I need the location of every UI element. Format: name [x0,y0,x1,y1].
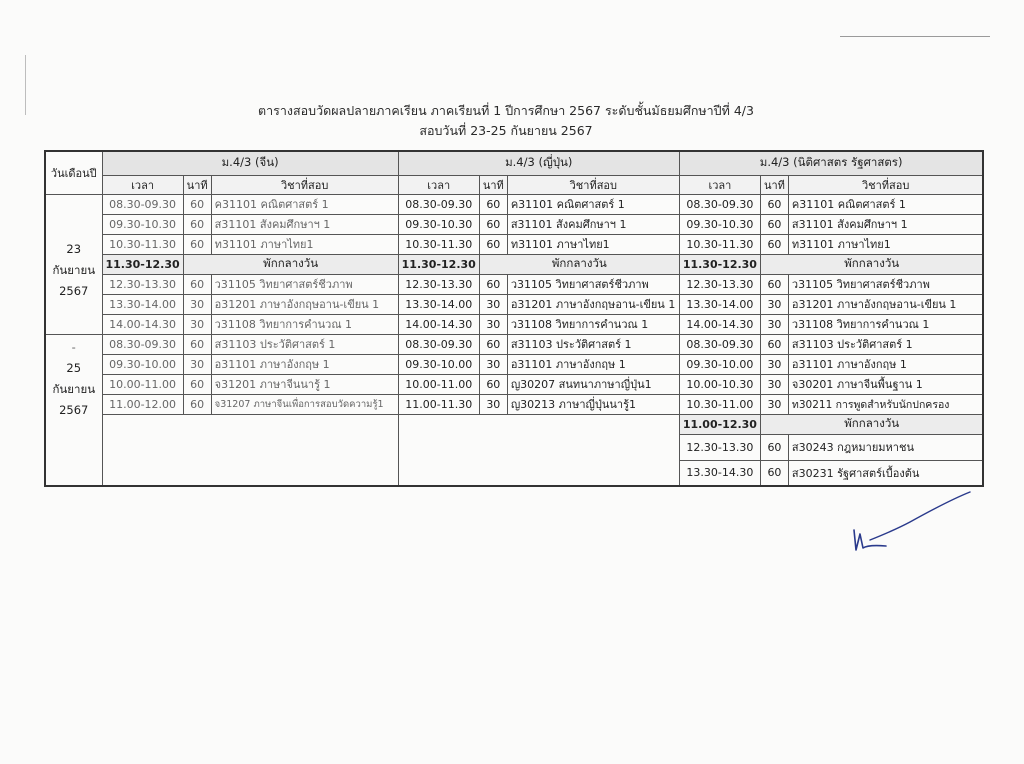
exam-minutes: 30 [479,394,507,414]
table-row [45,394,983,414]
table-row [45,234,983,254]
day-number: 23 [66,241,82,256]
col-header-minutes: นาที [479,175,507,194]
exam-subject: ว31108 วิทยาการคำนวณ 1 [211,314,398,334]
empty-cell [398,414,679,486]
exam-time: 08.30-09.30 [398,194,479,214]
table-row [45,214,983,234]
exam-minutes: 60 [760,274,788,294]
day-month: กันยายน [52,262,96,277]
exam-subject: ท31101 ภาษาไทย1 [507,234,679,254]
exam-time: 09.30-10.00 [102,354,183,374]
exam-subject: ค31101 คณิตศาสตร์ 1 [507,194,679,214]
col-header-time: เวลา [398,175,479,194]
break-label: พักกลางวัน [479,254,679,274]
day-cell-23 [45,194,102,334]
exam-minutes: 60 [760,194,788,214]
exam-time: 13.30-14.30 [679,460,760,486]
col-header-time: เวลา [679,175,760,194]
exam-minutes: 30 [479,354,507,374]
exam-minutes: 30 [760,354,788,374]
exam-time: 12.30-13.30 [398,274,479,294]
exam-time: 12.30-13.30 [679,434,760,460]
exam-subject: ว31108 วิทยาการคำนวณ 1 [788,314,983,334]
exam-time: 13.30-14.00 [398,294,479,314]
exam-time: 09.30-10.00 [679,354,760,374]
exam-time: 08.30-09.30 [679,194,760,214]
day-number: 25 [66,360,82,375]
col-header-subject: วิชาที่สอบ [507,175,679,194]
exam-subject: ว31108 วิทยาการคำนวณ 1 [507,314,679,334]
exam-minutes: 60 [183,394,211,414]
table-row [45,274,983,294]
col-header-subject: วิชาที่สอบ [788,175,983,194]
empty-cell [102,414,398,486]
exam-time: 14.00-14.30 [398,314,479,334]
exam-subject: ส31101 สังคมศึกษาฯ 1 [211,214,398,234]
exam-minutes: 60 [479,274,507,294]
exam-time: 08.30-09.30 [102,334,183,354]
group-header-japanese: ม.4/3 (ญี่ปุ่น) [398,151,679,175]
exam-time: 11.00-12.00 [102,394,183,414]
exam-subject: อ31101 ภาษาอังกฤษ 1 [788,354,983,374]
break-time: 11.30-12.30 [102,254,183,274]
exam-subject: ส30231 รัฐศาสตร์เบื้องต้น [788,460,983,486]
table-row [45,294,983,314]
exam-minutes: 60 [183,214,211,234]
exam-subject: ท31101 ภาษาไทย1 [788,234,983,254]
exam-minutes: 60 [479,334,507,354]
group-header-chinese: ม.4/3 (จีน) [102,151,398,175]
exam-time: 10.00-11.00 [398,374,479,394]
break-time: 11.30-12.30 [679,254,760,274]
scan-edge-line [840,36,990,37]
exam-minutes: 30 [183,294,211,314]
exam-time: 10.30-11.30 [398,234,479,254]
exam-time: 09.30-10.30 [102,214,183,234]
exam-time: 10.00-11.00 [102,374,183,394]
exam-minutes: 30 [760,314,788,334]
exam-subject: ว31105 วิทยาศาสตร์ชีวภาพ [211,274,398,294]
table-row [45,354,983,374]
table-row [45,374,983,394]
exam-minutes: 30 [760,394,788,414]
exam-time: 12.30-13.30 [102,274,183,294]
exam-time: 08.30-09.30 [102,194,183,214]
exam-minutes: 30 [479,294,507,314]
break-label: พักกลางวัน [760,254,983,274]
exam-minutes: 60 [479,374,507,394]
day-year: 2567 [59,402,89,417]
exam-time: 08.30-09.30 [679,334,760,354]
exam-time: 10.30-11.30 [679,234,760,254]
exam-subject: อ31101 ภาษาอังกฤษ 1 [211,354,398,374]
exam-minutes: 60 [760,434,788,460]
exam-schedule-table [44,150,984,487]
exam-time: 09.30-10.00 [398,354,479,374]
exam-subject: จ30201 ภาษาจีนพื้นฐาน 1 [788,374,983,394]
exam-subject: ญ30213 ภาษาญี่ปุ่นนารู้1 [507,394,679,414]
exam-subject: ว31105 วิทยาศาสตร์ชีวภาพ [507,274,679,294]
group-header-law: ม.4/3 (นิติศาสตร รัฐศาสตร) [679,151,983,175]
day-year: 2567 [59,283,89,298]
break-time: 11.00-12.30 [679,414,760,434]
col-header-minutes: นาที [183,175,211,194]
table-row [45,314,983,334]
table-row [45,194,983,214]
exam-time: 10.00-10.30 [679,374,760,394]
col-header-subject: วิชาที่สอบ [211,175,398,194]
col-header-minutes: นาที [760,175,788,194]
exam-subject: ท30211 การพูดสำหรับนักปกครอง [788,394,983,414]
exam-minutes: 60 [479,194,507,214]
exam-minutes: 60 [760,334,788,354]
lunch-break-row [45,414,983,434]
break-time: 11.30-12.30 [398,254,479,274]
exam-minutes: 60 [479,214,507,234]
exam-time: 09.30-10.30 [398,214,479,234]
exam-time: 12.30-13.30 [679,274,760,294]
exam-time: 10.30-11.30 [102,234,183,254]
exam-time: 09.30-10.30 [679,214,760,234]
table-row [45,334,983,354]
exam-minutes: 60 [760,460,788,486]
exam-minutes: 60 [183,234,211,254]
day-month: กันยายน [52,381,96,396]
lunch-break-row [45,254,983,274]
day-cell-25 [45,334,102,486]
exam-subject: ท31101 ภาษาไทย1 [211,234,398,254]
exam-minutes: 60 [183,274,211,294]
exam-subject: ว31105 วิทยาศาสตร์ชีวภาพ [788,274,983,294]
exam-minutes: 60 [183,194,211,214]
exam-minutes: 30 [760,374,788,394]
exam-time: 10.30-11.00 [679,394,760,414]
exam-subject: ญ30207 สนทนาภาษาญี่ปุ่น1 [507,374,679,394]
exam-subject: อ31201 ภาษาอังกฤษอาน-เขียน 1 [507,294,679,314]
exam-minutes: 30 [760,294,788,314]
exam-minutes: 30 [183,354,211,374]
exam-subject: จ31201 ภาษาจีนนารู้ 1 [211,374,398,394]
break-label: พักกลางวัน [183,254,398,274]
exam-time: 13.30-14.00 [102,294,183,314]
exam-time: 11.00-11.30 [398,394,479,414]
document-title: ตารางสอบวัดผลปลายภาคเรียน ภาคเรียนที่ 1 ปีการศึกษา 2567 ระดับชั้นมัธยมศึกษาปีที่ 4/3 [258,103,754,118]
exam-minutes: 60 [183,374,211,394]
exam-subject: จ31207 ภาษาจีนเพื่อการสอบวัดความรู้1 [211,394,398,414]
signature-mark [840,488,980,558]
exam-subject: ส31103 ประวัติศาสตร์ 1 [788,334,983,354]
day-dash: - [71,339,76,354]
exam-time: 13.30-14.00 [679,294,760,314]
exam-minutes: 60 [760,214,788,234]
date-column-header: วันเดือนปี [45,151,102,194]
exam-minutes: 30 [479,314,507,334]
document-subtitle: สอบวันที่ 23-25 กันยายน 2567 [419,123,593,138]
exam-time: 14.00-14.30 [102,314,183,334]
exam-time: 08.30-09.30 [398,334,479,354]
exam-subject: ส31103 ประวัติศาสตร์ 1 [211,334,398,354]
exam-subject: อ31201 ภาษาอังกฤษอาน-เขียน 1 [788,294,983,314]
exam-time: 14.00-14.30 [679,314,760,334]
exam-subject: ส31101 สังคมศึกษาฯ 1 [507,214,679,234]
exam-subject: ส31103 ประวัติศาสตร์ 1 [507,334,679,354]
exam-subject: ส30243 กฎหมายมหาชน [788,434,983,460]
exam-minutes: 30 [183,314,211,334]
exam-minutes: 60 [183,334,211,354]
exam-subject: อ31201 ภาษาอังกฤษอาน-เขียน 1 [211,294,398,314]
exam-subject: ค31101 คณิตศาสตร์ 1 [211,194,398,214]
break-label: พักกลางวัน [760,414,983,434]
exam-minutes: 60 [479,234,507,254]
exam-subject: ส31101 สังคมศึกษาฯ 1 [788,214,983,234]
exam-minutes: 60 [760,234,788,254]
exam-subject: ค31101 คณิตศาสตร์ 1 [788,194,983,214]
exam-subject: อ31101 ภาษาอังกฤษ 1 [507,354,679,374]
col-header-time: เวลา [102,175,183,194]
